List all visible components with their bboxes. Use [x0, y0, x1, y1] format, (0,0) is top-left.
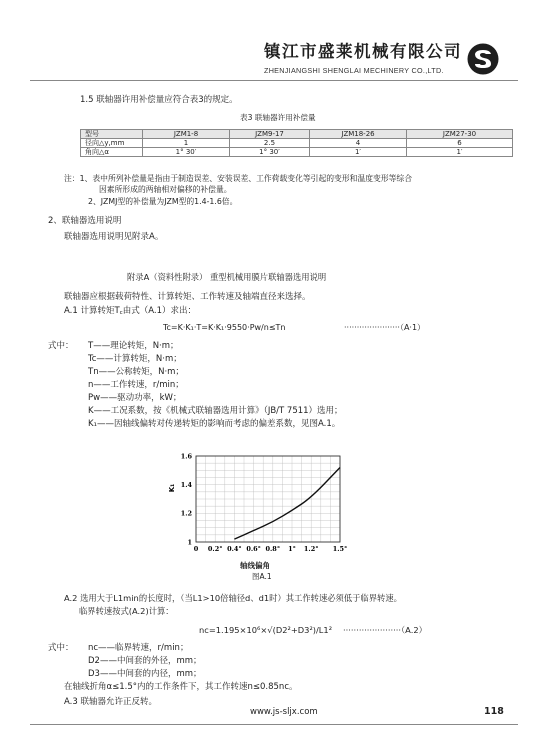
chart-y-label: K₁: [168, 483, 176, 493]
header-rule: [30, 80, 518, 81]
section-2-title: 2、联轴器选用说明: [48, 216, 122, 226]
where-label: 式中：: [48, 341, 74, 351]
company-name-en: ZHENJIANGSHI SHENGLAI MECHINERY CO.,LTD.: [264, 66, 444, 75]
company-name-cn: 镇江市盛莱机械有限公司: [264, 42, 462, 61]
def-k: K——工况系数，按《机械式联轴器选用计算》（JB/T 7511）选用；: [88, 406, 343, 416]
section-1-5-text: 1.5 联轴器许用补偿量应符合表3的规定。: [80, 95, 238, 105]
note-1-line-2: 因素所形成的两轴相对偏移的补偿量。: [99, 185, 232, 194]
a3-text: A.3 联轴器允许正反转。: [64, 697, 157, 707]
formula-a2: nc=1.195×10⁶×√(D2²+D3²)/L1²: [199, 625, 333, 635]
row-label-angular: 角向△α: [81, 148, 143, 157]
appendix-intro: 联轴器应根据载荷特性、计算转矩、工作转速及轴端直径来选择。: [64, 292, 311, 302]
a1-heading: [64, 307, 196, 317]
def-pw: Pw——驱动功率，kW；: [88, 393, 182, 403]
def-n: n——工作转速，r/min；: [88, 380, 184, 390]
table-row: [81, 139, 513, 148]
x-tick-label: 1.5°: [332, 545, 348, 553]
formula-a2-dots: ······················（A.2）: [343, 625, 427, 635]
x-tick-label: 0.2°: [207, 545, 223, 553]
company-logo-icon: [466, 42, 500, 76]
note-2: 2、JZMJ型的补偿量为JZM型的1.4-1.6倍。: [88, 197, 238, 206]
a1-heading-b: 由式（A.1）求出：: [122, 306, 196, 316]
x-tick-label: 1°: [288, 545, 296, 553]
note-1-line-1: 注：1、表中所列补偿量是指由于制造误差、安装误差、工作荷载变化等引起的变形和温度变形等综合: [64, 174, 413, 183]
col-header-jzm18-26: JZM18-26: [310, 130, 407, 139]
chart-x-ticks: [194, 545, 348, 553]
col-header-jzm27-30: JZM27-30: [407, 130, 513, 139]
table-cell: 1: [143, 139, 230, 148]
table-cell: 6: [407, 139, 513, 148]
a2-line-2: 临界转速按式(A.2)计算：: [79, 606, 174, 616]
a2-line-1: A.2 选用大于L1min的长度时，（当L1>10倍轴径d、d1时）其工作转速必须低于临界转速。: [64, 593, 402, 603]
table-cell: 1′: [407, 148, 513, 157]
k1-deviation-chart: [168, 450, 358, 560]
row-label-radial: 径向△y,mm: [81, 139, 143, 148]
x-tick-label: 0.8°: [265, 545, 281, 553]
condition-text: 在轴线折角α≤1.5°内的工作条件下，其工作转速n≤0.85nc。: [64, 682, 298, 692]
col-header-jzm1-8: JZM1-8: [143, 130, 230, 139]
where-label-2: 式中：: [48, 643, 74, 653]
y-tick-label: 1.4: [180, 481, 192, 490]
x-tick-label: 0.4°: [227, 545, 242, 553]
table3-caption: 表3 联轴器许用补偿量: [240, 113, 316, 122]
formula-a1-dots: ······················（A·1）: [344, 323, 426, 332]
def-tn: Tn——公称转矩，N·m；: [88, 367, 184, 377]
y-tick-label: 1.6: [180, 452, 192, 461]
table-cell: 4: [310, 139, 407, 148]
appendix-title: 附录A（资料性附录） 重型机械用膜片联轴器选用说明: [127, 272, 327, 282]
table-cell: 1′: [310, 148, 407, 157]
def-t: T——理论转矩，N·m；: [88, 341, 179, 351]
page-number: 118: [484, 706, 504, 717]
figure-caption: 图A.1: [252, 572, 272, 581]
chart-series: [234, 467, 340, 539]
footer-rule: [30, 724, 518, 725]
a1-heading-sub: c: [119, 310, 123, 316]
x-tick-label: 1.2°: [303, 545, 319, 553]
y-tick-label: 1.2: [180, 509, 192, 518]
x-tick-label: 0: [193, 545, 199, 553]
table-row: [81, 148, 513, 157]
table-cell: 2.5: [230, 139, 310, 148]
section-2-body: 联轴器选用说明见附录A。: [64, 232, 164, 242]
chart-grid: [196, 456, 340, 542]
def-d3: D3——中间套的内径，mm；: [88, 669, 202, 679]
y-tick-label: 1: [187, 538, 192, 547]
footer-website: www.js-sljx.com: [250, 707, 318, 717]
def-d2: D2——中间套的外径，mm；: [88, 656, 202, 666]
def-nc: nc——临界转速，r/min；: [88, 643, 189, 653]
x-tick-label: 0.6°: [246, 545, 261, 553]
table3: [80, 129, 513, 157]
col-header-jzm9-17: JZM9-17: [230, 130, 310, 139]
k1-curve: [234, 467, 340, 539]
table-header-row: [81, 130, 513, 139]
formula-a1: Tc=K·K₁·T=K·K₁·9550·Pw/n≤Tn: [163, 323, 286, 332]
chart-x-label: 轴线偏角: [240, 561, 270, 570]
def-tc: Tc——计算转矩，N·m；: [88, 354, 182, 364]
a1-heading-a: A.1 计算转矩T: [64, 306, 120, 316]
def-k1: K₁——因轴线偏转对传递转矩的影响而考虑的偏差系数，见图A.1。: [88, 419, 341, 429]
col-header-model: 型号: [81, 130, 143, 139]
table-cell: 1° 30′: [230, 148, 310, 157]
chart-y-ticks: [181, 452, 193, 546]
table-cell: 1° 30′: [143, 148, 230, 157]
